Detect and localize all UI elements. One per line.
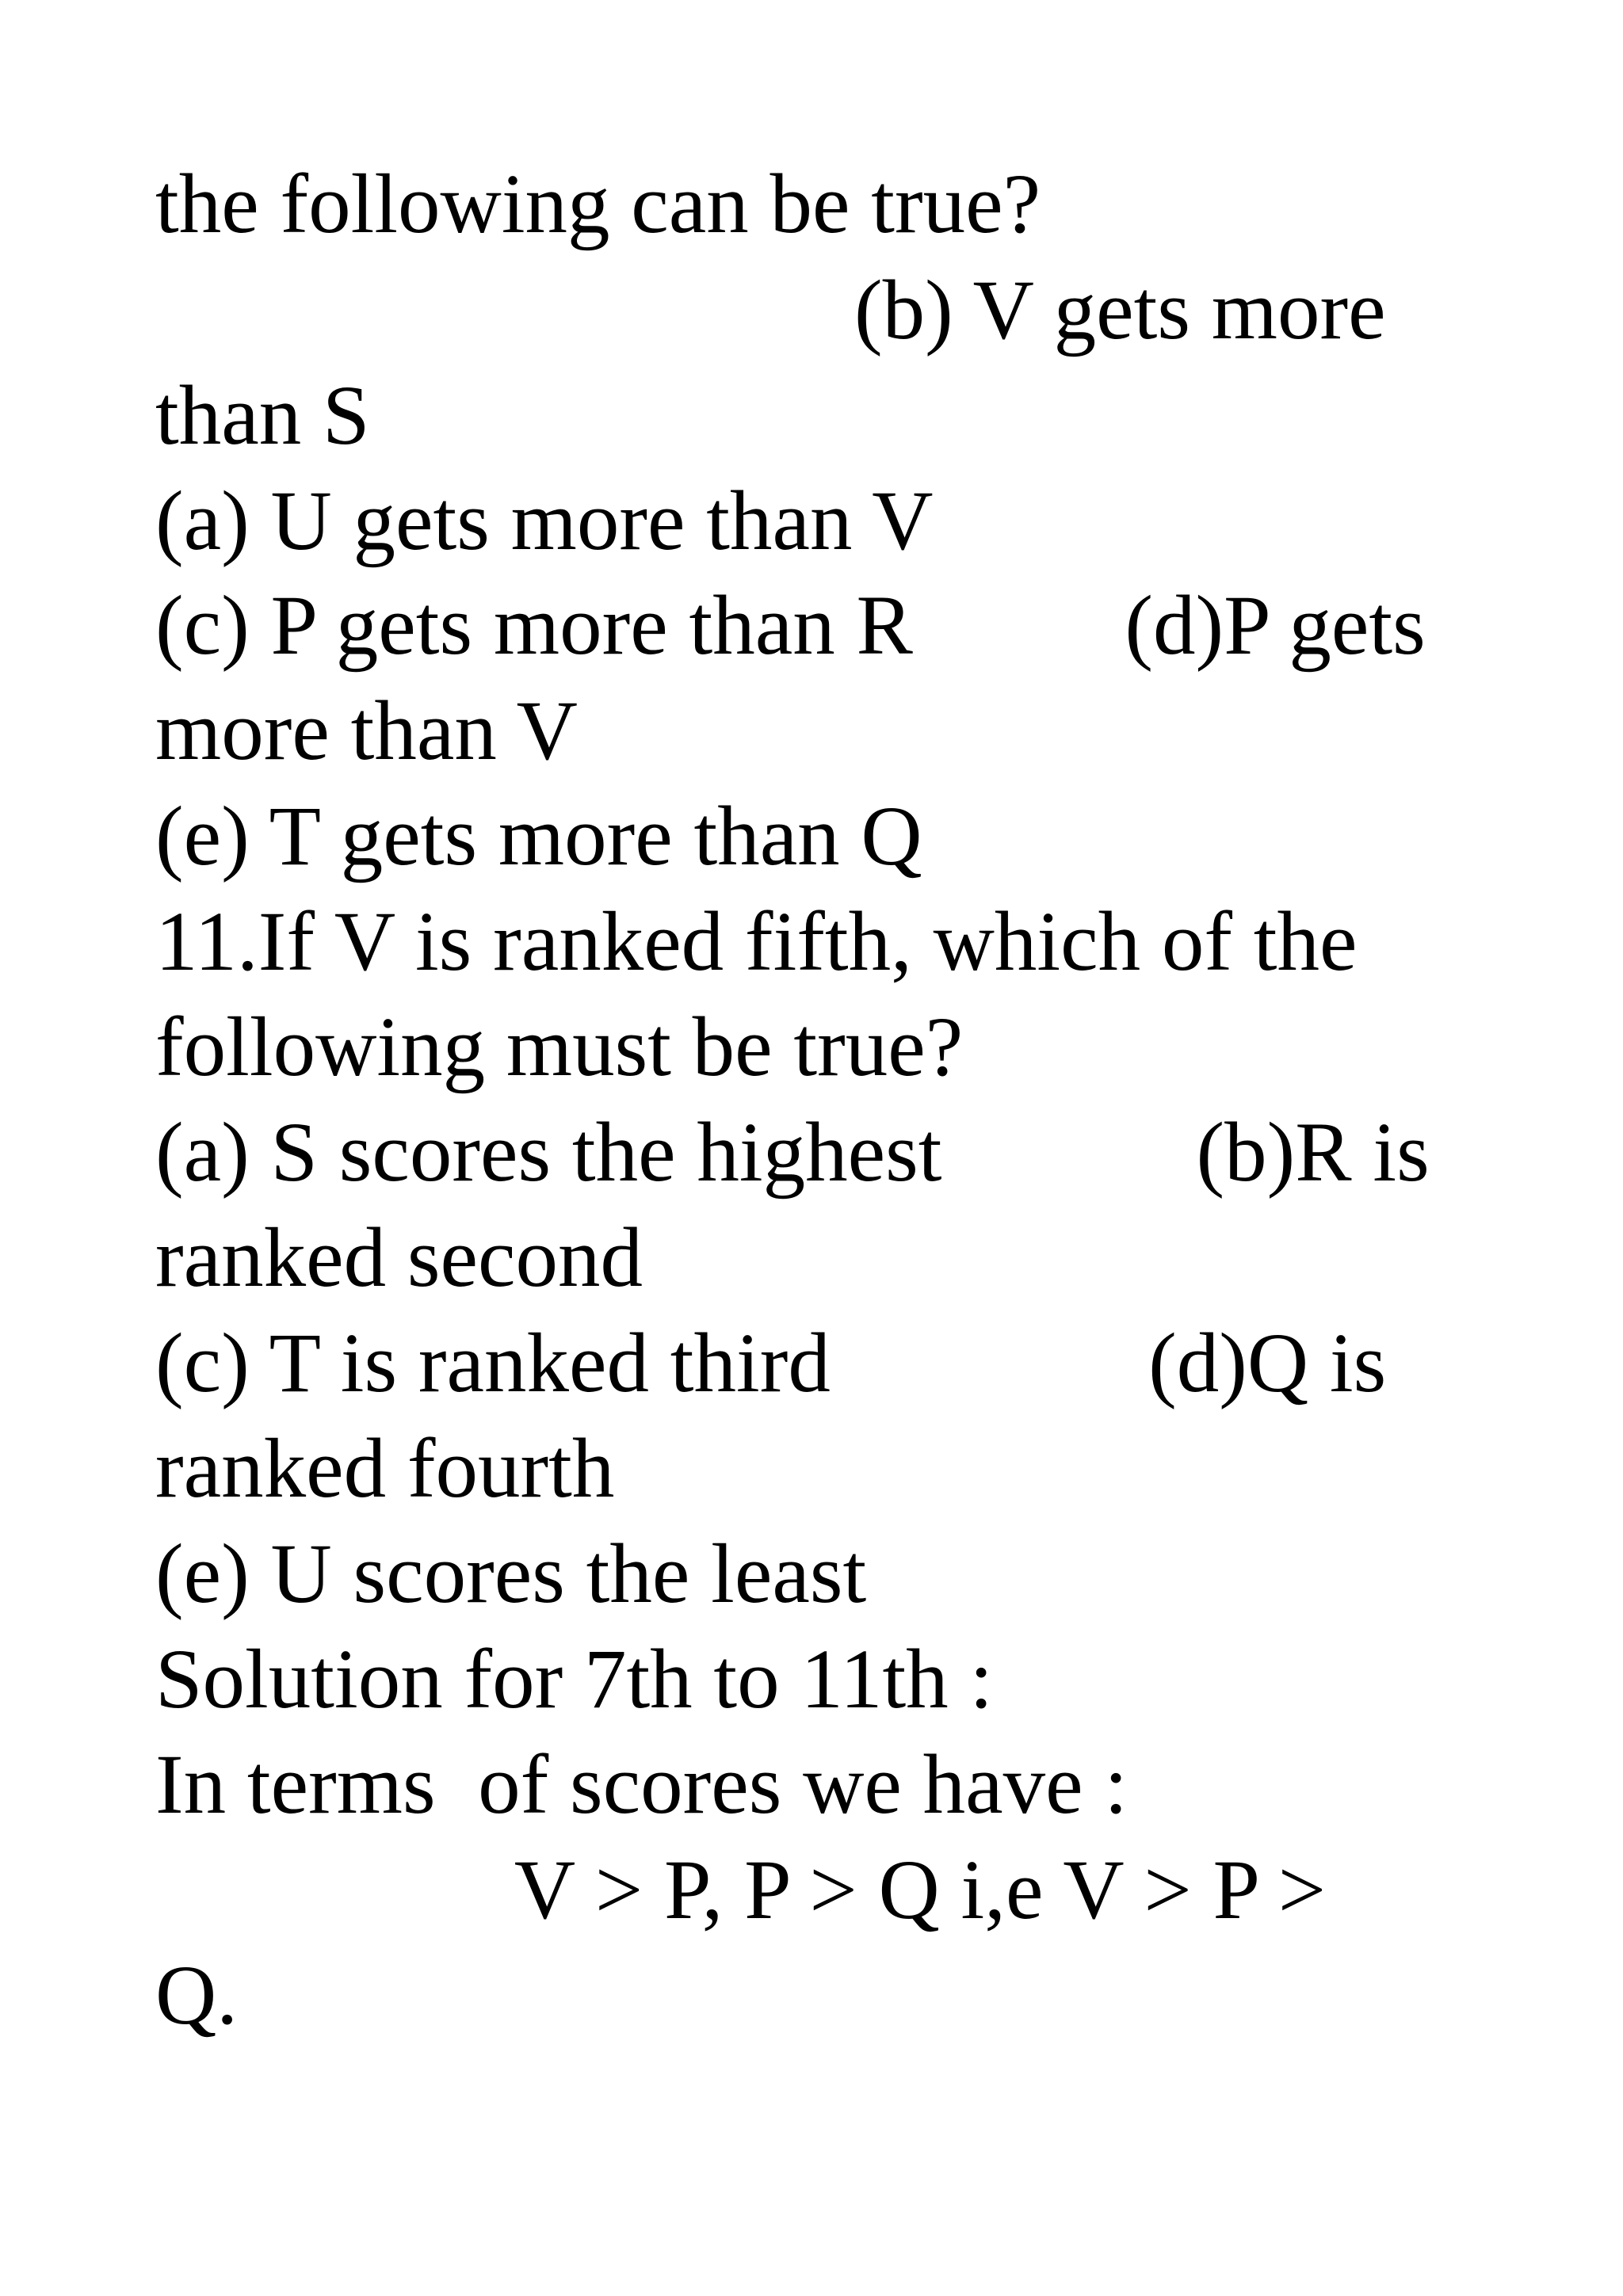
- text-line-3: than S: [155, 369, 370, 463]
- text-line-13: ranked fourth: [155, 1422, 615, 1516]
- text-line-5: (c) P gets more than R (d)P gets: [155, 579, 1426, 673]
- text-line-4: (a) U gets more than V: [155, 475, 934, 568]
- text-line-14: (e) U scores the least: [155, 1527, 867, 1621]
- text-line-7: (e) T gets more than Q: [155, 790, 922, 883]
- text-line-8: 11.If V is ranked fifth, which of the: [155, 895, 1358, 989]
- text-line-10: (a) S scores the highest (b)R is: [155, 1106, 1430, 1199]
- text-line-15: Solution for 7th to 11th :: [155, 1633, 994, 1726]
- text-line-18: Q.: [155, 1949, 239, 2042]
- text-line-12: (c) T is ranked third (d)Q is: [155, 1317, 1387, 1410]
- text-line-16: In terms of scores we have :: [155, 1738, 1128, 1832]
- text-line-17: V > P, P > Q i,e V > P >: [155, 1844, 1327, 1937]
- text-line-11: ranked second: [155, 1211, 643, 1305]
- text-line-1: the following can be true?: [155, 158, 1041, 251]
- text-line-9: following must be true?: [155, 1001, 964, 1094]
- text-line-6: more than V: [155, 685, 578, 778]
- text-line-2: (b) V gets more: [854, 264, 1386, 357]
